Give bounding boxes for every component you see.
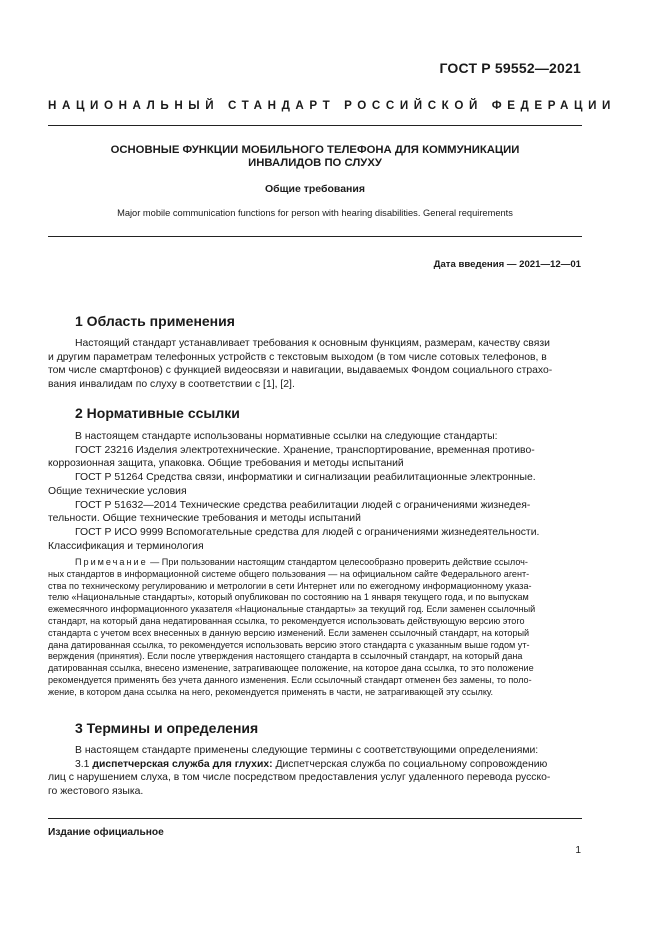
note-line: жение, в котором дана ссылка на него, рекомендуется применять в части, не затрагивающей эту ссылку.	[48, 686, 494, 697]
page-number: 1	[575, 845, 581, 856]
introduction-date: Дата введения — 2021—12—01	[433, 259, 581, 270]
note-line: дана датированная ссылка, то рекомендуется использовать версию этого стандарта с указанным выше годом ут-	[48, 639, 530, 650]
text-line: вания инвалидам по слуху в соответствии с [1], [2].	[48, 379, 295, 391]
section-2-heading: 2 Нормативные ссылки	[75, 405, 240, 421]
text-line: В настоящем стандарте применены следующие термины с соответствующими определениями:	[75, 745, 539, 756]
note-line: ства по техническому регулированию и метрологии в сети Интернет или по ежегодному информационному указа-	[48, 580, 532, 591]
title-line-2: ИНВАЛИДОВ ПО СЛУХУ	[248, 157, 382, 169]
section-3-paragraph	[48, 744, 582, 799]
term-name: диспетчерская служба для глухих:	[92, 758, 273, 770]
text-line: Классификация и терминология	[48, 540, 204, 552]
note-first-line	[48, 557, 582, 569]
reference-gost-r-51264: ГОСТ Р 51264 Средства связи, информатики и сигнализации реабилитационные электронные.	[75, 472, 536, 484]
title-line-1: ОСНОВНЫЕ ФУНКЦИИ МОБИЛЬНОГО ТЕЛЕФОНА ДЛЯ КОММУНИКАЦИИ	[110, 144, 520, 156]
text-line: В настоящем стандарте использованы нормативные ссылки на следующие стандарты:	[75, 431, 498, 442]
section-1-paragraph	[48, 337, 582, 392]
reference-gost-r-iso-9999: ГОСТ Р ИСО 9999 Вспомогательные средства для людей с ограничениями жизнедеятельности.	[75, 526, 540, 538]
section-3-heading: 3 Термины и определения	[75, 720, 259, 736]
document-number: ГОСТ Р 59552—2021	[439, 60, 581, 76]
note-line: стандарт, на который дана недатированная ссылка, то рекомендуется использовать действующую версию этого	[48, 615, 525, 626]
note-line: ных стандартов в информационной системе общего пользования — на официальном сайте Федерального агент-	[48, 568, 530, 579]
document-subtitle: Общие требования	[265, 183, 365, 195]
top-divider	[48, 125, 582, 126]
text-line: Общие технические условия	[48, 485, 187, 497]
reference-gost-23216: ГОСТ 23216 Изделия электротехнические. Хранение, транспортирование, временная противо-	[75, 444, 535, 456]
note-line: телю «Национальные стандарты», который опубликован по состоянию на 1 января текущего года, и по выпускам	[48, 592, 529, 603]
term-number: 3.1	[75, 758, 90, 770]
note-line: рекомендуется применять без учета данного изменения. Если ссылочный стандарт отменен без замены, то поло-	[48, 674, 532, 685]
term-definition: Диспетчерская служба по социальному сопровождению	[272, 758, 548, 770]
official-edition-label: Издание официальное	[48, 827, 164, 838]
text-line: и другим параметрам телефонных устройств с текстовым выходом (в том числе сотовых телефонов, в	[48, 351, 547, 363]
reference-gost-r-51632: ГОСТ Р 51632—2014 Технические средства реабилитации людей с ограничениями жизнедея-	[75, 499, 531, 511]
text-line: Настоящий стандарт устанавливает требования к основным функциям, размерам, качеству связи	[75, 338, 550, 349]
note-line: ежемесячного информационного указателя «Национальные стандарты» за текущий год. Если заменен ссылочный	[48, 604, 536, 615]
term-3-1	[48, 758, 582, 772]
note-line: датированная ссылка, внесено изменение, затрагивающее положение, на которое дана ссылка, то это положение	[48, 663, 534, 674]
section-1-heading: 1 Область применения	[75, 313, 235, 329]
text-line: том числе смартфонов) с функцией видеосвязи и навигации, выдаваемых Фондом социального страхо-	[48, 365, 553, 377]
text-line: коррозионная защита, упаковка. Общие требования и методы испытаний	[48, 458, 404, 470]
document-title	[48, 144, 582, 170]
footer-divider	[48, 818, 582, 819]
text-line: лиц с нарушением слуха, в том числе посредством предоставления услуг удаленного перевода русско-	[48, 772, 551, 784]
english-title: Major mobile communication functions for person with hearing disabilities. General requirements	[117, 208, 513, 218]
text-line: тельности. Общие технические требования и методы испытаний	[48, 513, 361, 525]
note-line: верждения (принятия). Если после утверждения настоящего стандарта в ссылочный стандарт, на который дана	[48, 651, 523, 662]
note-label: Примечание	[75, 557, 148, 567]
title-divider	[48, 236, 582, 237]
national-standard-heading: НАЦИОНАЛЬНЫЙ СТАНДАРТ РОССИЙСКОЙ ФЕДЕРАЦИИ	[48, 99, 616, 112]
note-block	[48, 557, 582, 699]
note-text: — При пользовании настоящим стандартом целесообразно проверить действие ссылоч-	[147, 557, 528, 567]
section-2-paragraph	[48, 430, 582, 553]
note-line: стандарта с учетом всех внесенных в данную версию изменений. Если заменен ссылочный стандарт, на который	[48, 627, 530, 638]
text-line: го жестового языка.	[48, 786, 144, 798]
